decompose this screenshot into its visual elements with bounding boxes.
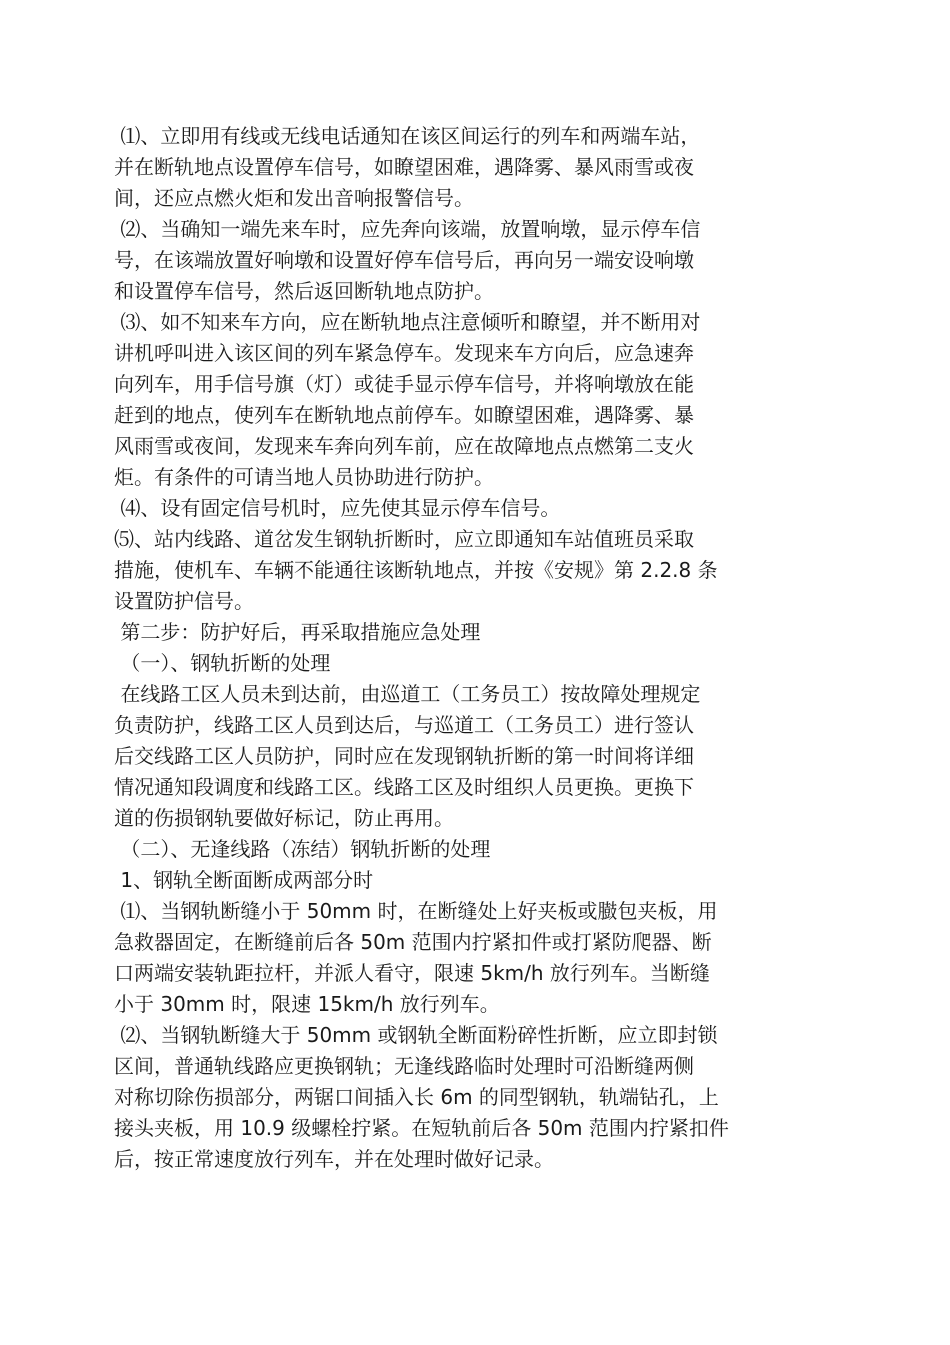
text-line: ⑵、当确知一端先来车时，应先奔向该端，放置响墩，显示停车信 [114, 217, 701, 241]
text-line: 道的伤损钢轨要做好标记，防止再用。 [114, 806, 454, 830]
text-line: 在线路工区人员未到达前，由巡道工（工务员工）按故障处理规定 [114, 682, 701, 706]
text-line: 急救器固定，在断缝前后各 50m 范围内拧紧扣件或打紧防爬器、断 [114, 930, 712, 954]
text-line: 风雨雪或夜间，发现来车奔向列车前，应在故障地点点燃第二支火 [114, 434, 694, 458]
text-line: 第二步：防护好后，再采取措施应急处理 [114, 620, 481, 644]
text-line: （二）、无逢线路（冻结）钢轨折断的处理 [114, 837, 491, 861]
text-line: 措施，使机车、车辆不能通往该断轨地点，并按《安规》第 2.2.8 条 [114, 558, 718, 582]
text-line: 炬。有条件的可请当地人员协助进行防护。 [114, 465, 494, 489]
text-line: 小于 30mm 时，限速 15km/h 放行列车。 [114, 992, 500, 1016]
text-line: 和设置停车信号，然后返回断轨地点防护。 [114, 279, 494, 303]
text-line: ⑵、当钢轨断缝大于 50mm 或钢轨全断面粉碎性折断，应立即封锁 [114, 1023, 718, 1047]
text-line: ⑶、如不知来车方向，应在断轨地点注意倾听和瞭望，并不断用对 [114, 310, 701, 334]
text-line: 讲机呼叫进入该区间的列车紧急停车。发现来车方向后，应急速奔 [114, 341, 694, 365]
text-line: 并在断轨地点设置停车信号，如瞭望困难，遇降雾、暴风雨雪或夜 [114, 155, 694, 179]
text-line: 情况通知段调度和线路工区。线路工区及时组织人员更换。更换下 [114, 775, 694, 799]
text-line: 区间，普通轨线路应更换钢轨；无逢线路临时处理时可沿断缝两侧 [114, 1054, 694, 1078]
text-line: 后交线路工区人员防护，同时应在发现钢轨折断的第一时间将详细 [114, 744, 694, 768]
document-text [114, 121, 844, 1175]
text-line: ⑴、当钢轨断缝小于 50mm 时，在断缝处上好夹板或臌包夹板，用 [114, 899, 718, 923]
text-line: ⑷、设有固定信号机时，应先使其显示停车信号。 [114, 496, 561, 520]
text-line: 口两端安装轨距拉杆，并派人看守，限速 5km/h 放行列车。当断缝 [114, 961, 710, 985]
text-line: 间，还应点燃火炬和发出音响报警信号。 [114, 186, 474, 210]
text-line: 向列车，用手信号旗（灯）或徒手显示停车信号，并将响墩放在能 [114, 372, 694, 396]
text-line: 赶到的地点，使列车在断轨地点前停车。如瞭望困难，遇降雾、暴 [114, 403, 694, 427]
text-line: ⑴、立即用有线或无线电话通知在该区间运行的列车和两端车站， [114, 124, 701, 148]
text-line: 号，在该端放置好响墩和设置好停车信号后，再向另一端安设响墩 [114, 248, 694, 272]
text-line: ⑸、站内线路、道岔发生钢轨折断时，应立即通知车站值班员采取 [114, 527, 694, 551]
text-line: 对称切除伤损部分，两锯口间插入长 6m 的同型钢轨，轨端钻孔，上 [114, 1085, 719, 1109]
text-line: 后，按正常速度放行列车，并在处理时做好记录。 [114, 1147, 554, 1171]
text-line: （一）、钢轨折断的处理 [114, 651, 331, 675]
text-line: 负责防护，线路工区人员到达后，与巡道工（工务员工）进行签认 [114, 713, 694, 737]
text-line: 1、钢轨全断面断成两部分时 [114, 868, 374, 892]
text-line: 设置防护信号。 [114, 589, 254, 613]
text-line: 接头夹板，用 10.9 级螺栓拧紧。在短轨前后各 50m 范围内拧紧扣件 [114, 1116, 729, 1140]
